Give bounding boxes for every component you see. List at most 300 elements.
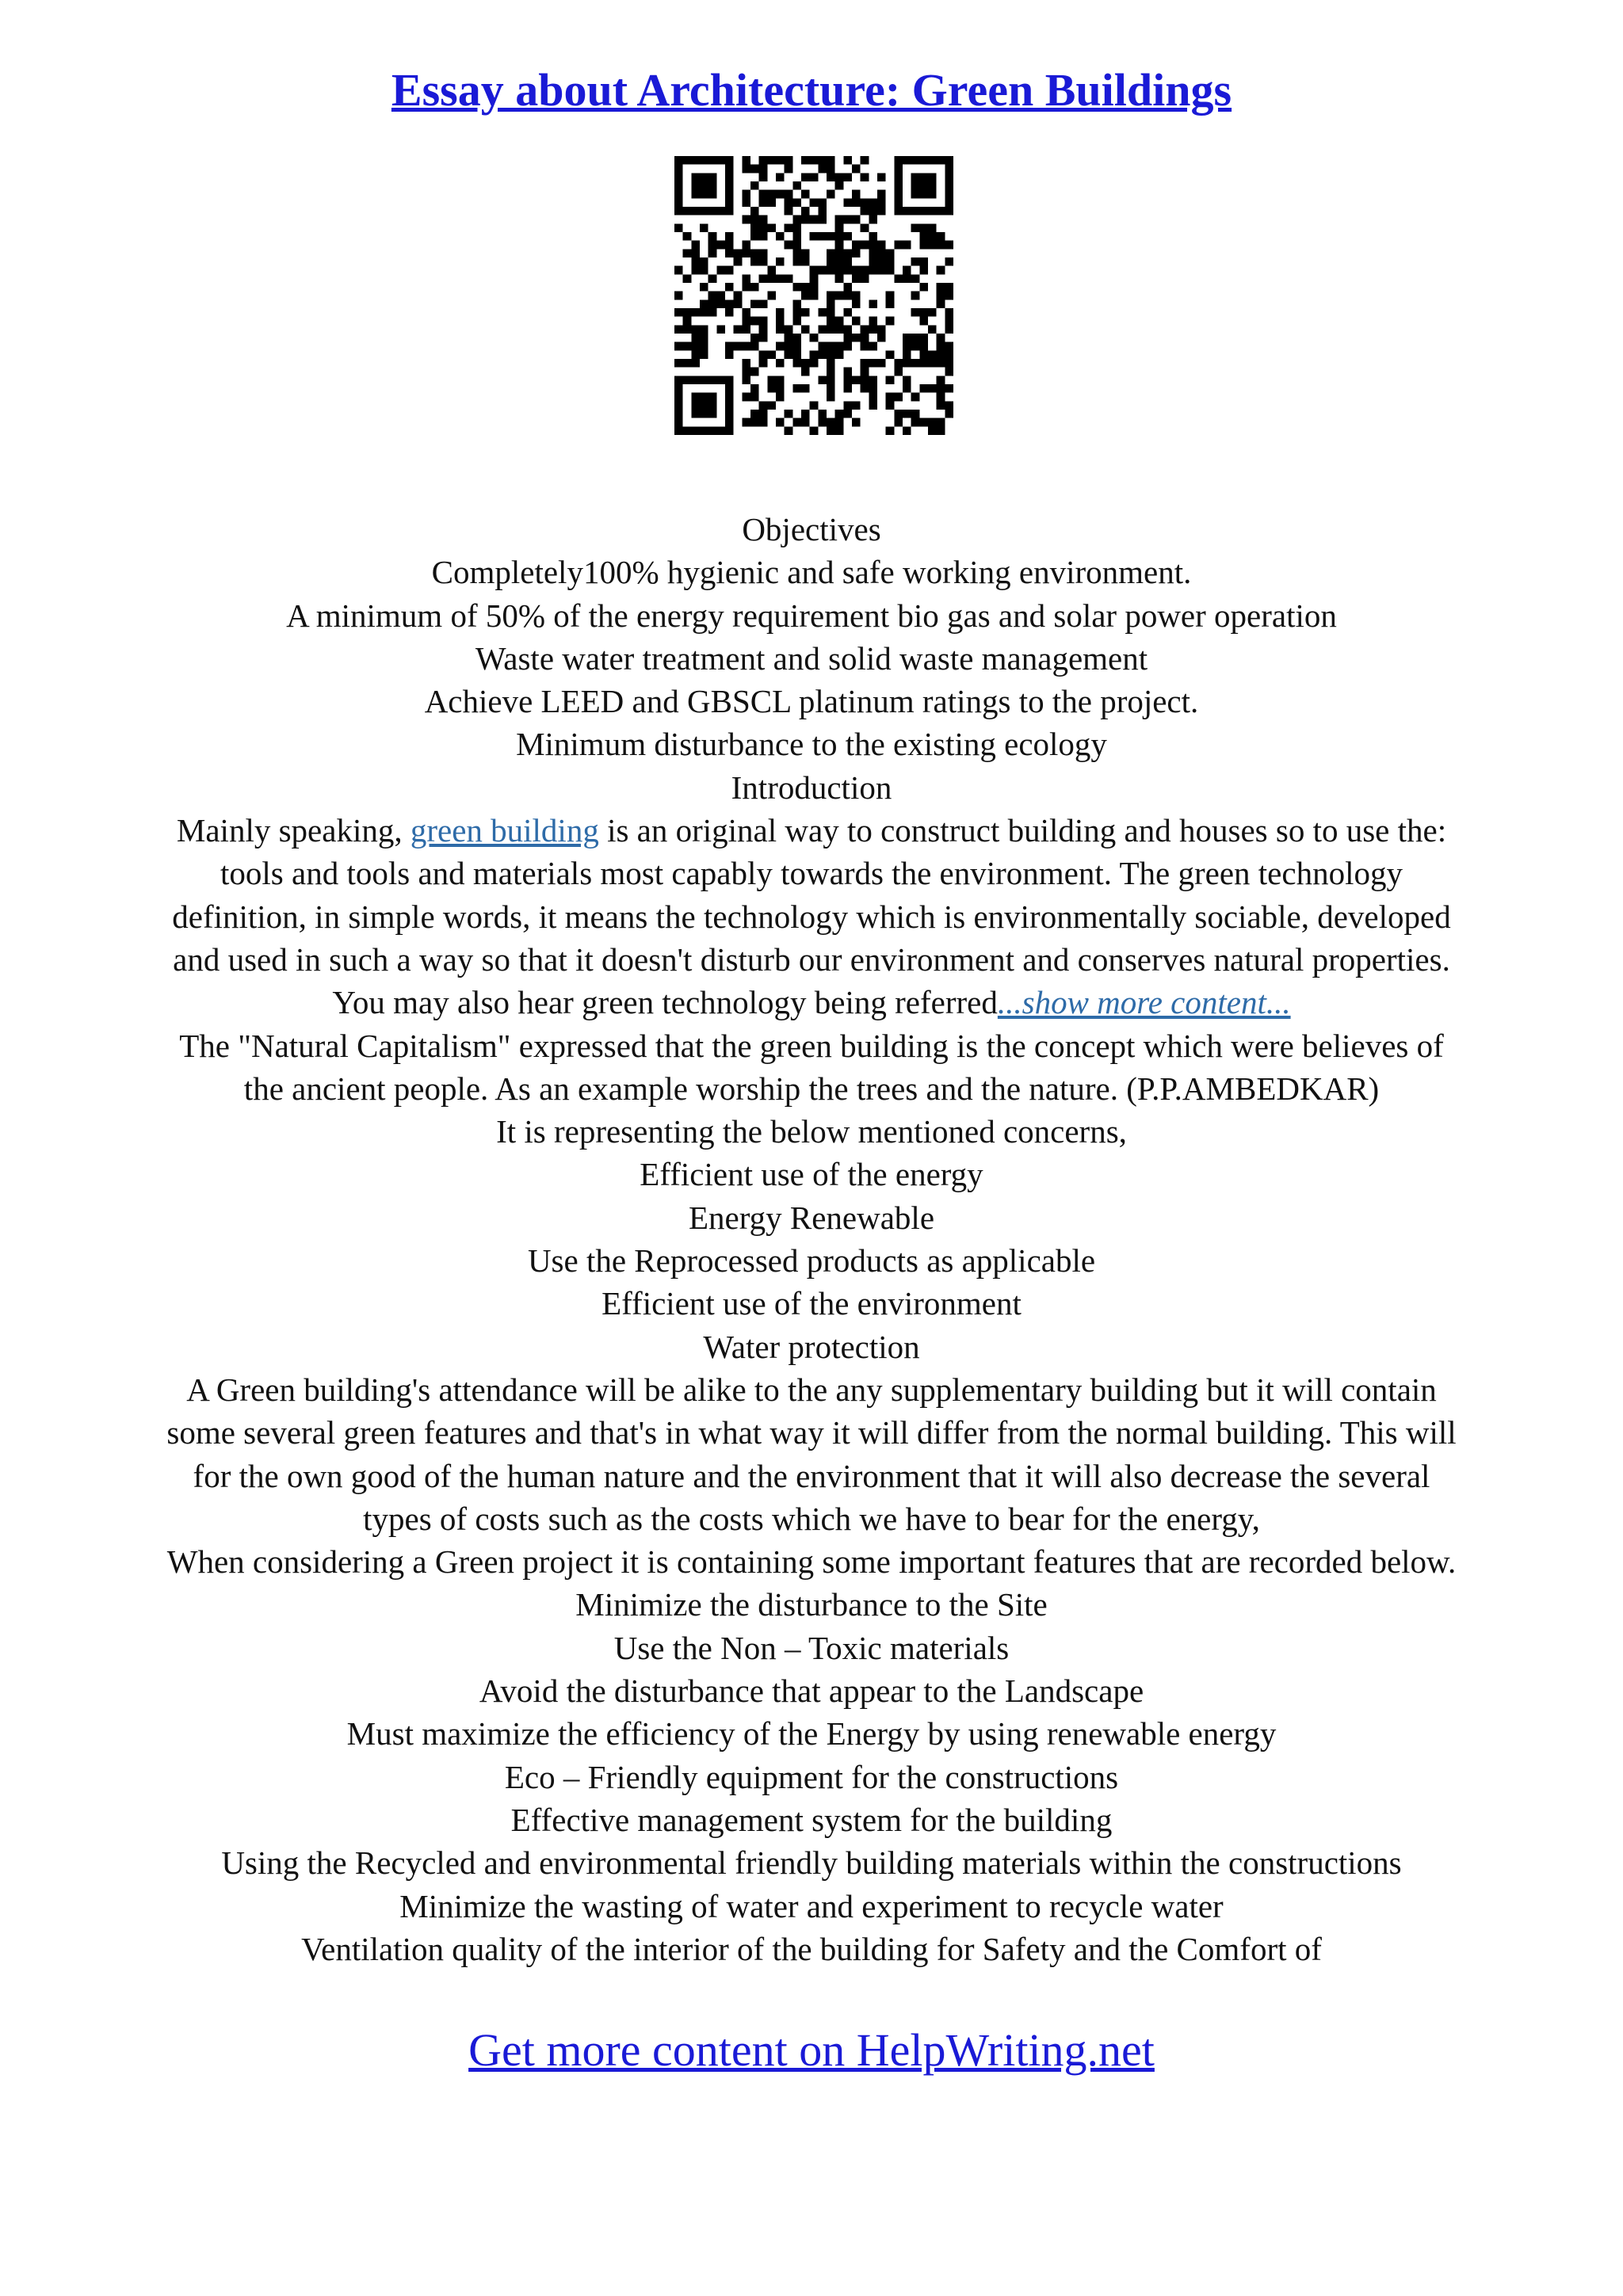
qr-module [674, 384, 683, 393]
qr-module [945, 165, 953, 174]
qr-module [911, 308, 920, 317]
qr-module [759, 325, 768, 334]
qr-module [742, 393, 750, 402]
qr-module [700, 393, 708, 402]
qr-module [725, 283, 734, 292]
qr-module [869, 384, 877, 393]
qr-module [785, 190, 793, 199]
qr-module [725, 266, 734, 275]
qr-module [785, 274, 793, 283]
qr-module [792, 359, 801, 368]
page-title-link[interactable]: Essay about Architecture: Green Buildings [391, 64, 1232, 116]
qr-module [928, 426, 937, 435]
qr-module [911, 257, 920, 266]
qr-module [835, 350, 844, 359]
concern-item: Energy Renewable [688, 1199, 935, 1236]
qr-module [894, 181, 903, 190]
qr-module [852, 292, 861, 300]
qr-module [945, 368, 953, 376]
qr-module [759, 173, 768, 181]
qr-module [708, 249, 717, 257]
qr-module [742, 376, 750, 384]
qr-module [894, 198, 903, 207]
qr-module [911, 274, 920, 283]
qr-module [886, 317, 895, 326]
paragraph-line: and used in such a way so that it doesn't disturb our environment and conserves natural properties. [173, 940, 1450, 978]
qr-module [869, 207, 877, 215]
qr-module [919, 207, 928, 215]
qr-module [734, 292, 743, 300]
qr-module [852, 334, 861, 342]
qr-module [869, 232, 877, 241]
qr-module [683, 426, 692, 435]
concern-item: Use the Reprocessed products as applicable [527, 1242, 1096, 1280]
qr-module [903, 207, 911, 215]
qr-module [945, 384, 953, 393]
qr-module [792, 418, 801, 427]
concern-item: Water protection [703, 1328, 920, 1365]
qr-module [911, 342, 920, 351]
qr-module [886, 299, 895, 308]
qr-module [827, 426, 835, 435]
qr-module [843, 249, 852, 257]
qr-module [877, 241, 886, 250]
qr-module [945, 257, 953, 266]
qr-module [903, 266, 911, 275]
qr-module [683, 274, 692, 283]
qr-module [700, 426, 708, 435]
qr-module [759, 317, 768, 326]
qr-module [674, 401, 683, 410]
qr-module [928, 181, 937, 190]
qr-module [937, 342, 945, 351]
qr-module [767, 376, 776, 384]
qr-module [827, 342, 835, 351]
qr-module [691, 207, 700, 215]
qr-module [742, 418, 750, 427]
qr-module [827, 232, 835, 241]
qr-module [776, 384, 785, 393]
qr-module [869, 359, 877, 368]
qr-module [742, 368, 750, 376]
qr-module [759, 274, 768, 283]
qr-module [928, 359, 937, 368]
qr-module [801, 257, 810, 266]
qr-module [894, 410, 903, 418]
qr-module [810, 215, 819, 224]
qr-module [691, 410, 700, 418]
qr-module [750, 165, 759, 174]
qr-module [674, 418, 683, 427]
qr-module [843, 173, 852, 181]
qr-module [750, 257, 759, 266]
qr-module [674, 410, 683, 418]
qr-module [792, 181, 801, 190]
qr-module [827, 317, 835, 326]
qr-module [708, 207, 717, 215]
qr-module [750, 207, 759, 215]
qr-module [894, 359, 903, 368]
qr-module [945, 207, 953, 215]
qr-module [937, 156, 945, 165]
qr-module [827, 359, 835, 368]
qr-module [945, 308, 953, 317]
qr-module [785, 207, 793, 215]
qr-module [945, 325, 953, 334]
qr-module [903, 342, 911, 351]
qr-module [903, 376, 911, 384]
qr-module [843, 283, 852, 292]
qr-module [700, 181, 708, 190]
qr-module [776, 257, 785, 266]
qr-module [785, 410, 793, 418]
qr-module [911, 410, 920, 418]
qr-module [801, 384, 810, 393]
qr-module [742, 308, 750, 317]
qr-module [725, 350, 734, 359]
qr-module [750, 223, 759, 232]
qr-module [861, 156, 869, 165]
qr-module [700, 376, 708, 384]
qr-module [674, 393, 683, 402]
qr-module [708, 156, 717, 165]
qr-module [708, 274, 717, 283]
qr-module [869, 317, 877, 326]
qr-module [683, 342, 692, 351]
qr-module [716, 325, 725, 334]
qr-module [674, 165, 683, 174]
text-segment: is an original way to construct building and houses so to use the: [598, 812, 1447, 849]
qr-module [894, 156, 903, 165]
qr-module [759, 223, 768, 232]
qr-module [708, 190, 717, 199]
qr-module [852, 401, 861, 410]
qr-module [759, 334, 768, 342]
qr-module [911, 292, 920, 300]
qr-module [886, 292, 895, 300]
qr-module [750, 418, 759, 427]
qr-module [835, 249, 844, 257]
qr-module [903, 384, 911, 393]
qr-module [734, 257, 743, 266]
qr-module [937, 207, 945, 215]
qr-module [801, 173, 810, 181]
qr-module [903, 334, 911, 342]
qr-module [903, 156, 911, 165]
qr-module [835, 173, 844, 181]
paragraph-line: It is representing the below mentioned concerns, [496, 1113, 1127, 1150]
qr-module [776, 308, 785, 317]
qr-module [691, 156, 700, 165]
qr-module [708, 299, 717, 308]
qr-module [708, 173, 717, 181]
qr-module [861, 173, 869, 181]
qr-module [792, 334, 801, 342]
qr-module [928, 156, 937, 165]
feature-item: Ventilation quality of the interior of the building for Safety and the Comfort of [301, 1930, 1322, 1967]
qr-module [911, 223, 920, 232]
qr-module [716, 156, 725, 165]
qr-module [674, 308, 683, 317]
qr-module [818, 350, 827, 359]
qr-module [827, 418, 835, 427]
qr-module [869, 198, 877, 207]
qr-module [843, 292, 852, 300]
qr-module [928, 384, 937, 393]
qr-module [683, 207, 692, 215]
heading-objectives: Objectives [742, 511, 881, 547]
text-segment: Mainly speaking, [176, 812, 411, 849]
qr-module [911, 207, 920, 215]
paragraph-line: The "Natural Capitalism" expressed that the green building is the concept which were believes of [179, 1027, 1444, 1064]
objective-item: Completely100% hygienic and safe working environment. [431, 554, 1192, 591]
qr-module [911, 393, 920, 402]
qr-module [792, 241, 801, 250]
feature-item: Use the Non – Toxic materials [613, 1629, 1010, 1666]
qr-module [767, 190, 776, 199]
qr-module [869, 393, 877, 402]
paragraph-line [48, 809, 1575, 852]
qr-module [767, 223, 776, 232]
qr-module [708, 241, 717, 250]
qr-module [861, 359, 869, 368]
qr-module [708, 181, 717, 190]
qr-module [945, 317, 953, 326]
qr-module [810, 292, 819, 300]
qr-module [877, 257, 886, 266]
qr-module [785, 334, 793, 342]
qr-module [894, 241, 903, 250]
qr-module [928, 350, 937, 359]
qr-module [852, 317, 861, 326]
qr-module [928, 223, 937, 232]
qr-module [827, 257, 835, 266]
qr-module [852, 190, 861, 199]
qr-module [708, 308, 717, 317]
qr-module [818, 215, 827, 224]
qr-module [725, 156, 734, 165]
qr-module [759, 410, 768, 418]
qr-module [818, 266, 827, 275]
qr-module [691, 257, 700, 266]
qr-module [843, 410, 852, 418]
qr-module [759, 401, 768, 410]
qr-module [827, 156, 835, 165]
qr-module [843, 384, 852, 393]
qr-module [716, 241, 725, 250]
qr-module [725, 393, 734, 402]
qr-module [886, 257, 895, 266]
objective-item: Waste water treatment and solid waste management [475, 639, 1148, 677]
qr-module [801, 215, 810, 224]
qr-module [691, 359, 700, 368]
qr-module [843, 325, 852, 334]
qr-module [835, 241, 844, 250]
qr-code-icon [674, 156, 953, 435]
qr-module [843, 156, 852, 165]
qr-module [894, 207, 903, 215]
qr-module [869, 299, 877, 308]
qr-module [945, 410, 953, 418]
qr-module [767, 266, 776, 275]
qr-module [886, 393, 895, 402]
qr-module [759, 215, 768, 224]
paragraph-line: some several green features and that's in what way it will differ from the normal building. This will [166, 1414, 1457, 1451]
qr-module [776, 418, 785, 427]
concern-item: Efficient use of the environment [601, 1285, 1022, 1322]
qr-module [785, 198, 793, 207]
qr-module [742, 317, 750, 326]
qr-module [852, 215, 861, 224]
feature-item: Must maximize the efficiency of the Energy by using renewable energy [346, 1715, 1277, 1753]
qr-module [810, 359, 819, 368]
qr-module [894, 393, 903, 402]
qr-module [945, 401, 953, 410]
qr-module [750, 232, 759, 241]
qr-module [818, 232, 827, 241]
qr-module [869, 266, 877, 275]
qr-module [818, 376, 827, 384]
qr-module [700, 173, 708, 181]
qr-module [700, 308, 708, 317]
qr-module [835, 342, 844, 351]
qr-module [725, 410, 734, 418]
qr-module [674, 190, 683, 199]
qr-module [911, 181, 920, 190]
qr-module [801, 359, 810, 368]
qr-module [750, 334, 759, 342]
qr-module [691, 342, 700, 351]
qr-module [683, 359, 692, 368]
qr-module [869, 376, 877, 384]
qr-module [894, 190, 903, 199]
qr-module [776, 190, 785, 199]
qr-module [759, 350, 768, 359]
qr-module [835, 426, 844, 435]
qr-module [725, 418, 734, 427]
qr-module [852, 376, 861, 384]
qr-module [861, 325, 869, 334]
qr-module [776, 376, 785, 384]
feature-item: Minimize the wasting of water and experiment to recycle water [399, 1887, 1224, 1924]
qr-module [776, 274, 785, 283]
qr-module [742, 274, 750, 283]
qr-module [708, 393, 717, 402]
qr-module [700, 334, 708, 342]
qr-module [937, 359, 945, 368]
qr-module [725, 401, 734, 410]
qr-module [674, 173, 683, 181]
qr-module [785, 342, 793, 351]
qr-module [928, 173, 937, 181]
qr-module [750, 215, 759, 224]
qr-module [827, 173, 835, 181]
qr-module [716, 266, 725, 275]
qr-module [725, 426, 734, 435]
qr-module [674, 223, 683, 232]
qr-module [861, 376, 869, 384]
qr-module [869, 342, 877, 351]
qr-module [861, 241, 869, 250]
qr-module [767, 384, 776, 393]
qr-module [911, 173, 920, 181]
qr-module [759, 299, 768, 308]
qr-module [725, 384, 734, 393]
qr-module [818, 165, 827, 174]
qr-module [750, 410, 759, 418]
qr-module [945, 342, 953, 351]
show-more-link[interactable]: ...show more content... [997, 984, 1291, 1021]
qr-module [691, 249, 700, 257]
qr-module [801, 418, 810, 427]
qr-module [792, 299, 801, 308]
qr-module [674, 325, 683, 334]
qr-module [945, 190, 953, 199]
qr-module [734, 299, 743, 308]
qr-module [767, 156, 776, 165]
qr-module [674, 426, 683, 435]
qr-module [827, 350, 835, 359]
qr-module [919, 173, 928, 181]
qr-module [937, 241, 945, 250]
qr-module [827, 308, 835, 317]
qr-module [945, 173, 953, 181]
qr-module [919, 418, 928, 427]
qr-module [725, 299, 734, 308]
qr-module [742, 325, 750, 334]
qr-module [785, 165, 793, 174]
qr-module [919, 384, 928, 393]
qr-module [843, 401, 852, 410]
qr-module [785, 241, 793, 250]
qr-module [945, 156, 953, 165]
qr-module [725, 249, 734, 257]
qr-module [725, 232, 734, 241]
qr-module [843, 376, 852, 384]
qr-module [691, 181, 700, 190]
qr-module [894, 165, 903, 174]
qr-module [759, 156, 768, 165]
qr-module [810, 401, 819, 410]
qr-module [919, 181, 928, 190]
qr-module [674, 266, 683, 275]
qr-module [776, 156, 785, 165]
qr-module [792, 257, 801, 266]
green-building-link[interactable]: green building [410, 812, 599, 849]
qr-module [691, 266, 700, 275]
feature-item: Avoid the disturbance that appear to the Landscape [479, 1672, 1144, 1710]
qr-module [937, 376, 945, 384]
qr-module [725, 308, 734, 317]
qr-module [911, 156, 920, 165]
qr-module [937, 266, 945, 275]
qr-module [835, 274, 844, 283]
qr-module [852, 241, 861, 250]
qr-module [937, 401, 945, 410]
qr-module [792, 342, 801, 351]
qr-module [725, 165, 734, 174]
qr-module [767, 350, 776, 359]
qr-module [852, 418, 861, 427]
qr-module [928, 325, 937, 334]
qr-module [852, 249, 861, 257]
qr-module [877, 359, 886, 368]
qr-module [700, 283, 708, 292]
get-more-content-link[interactable]: Get more content on HelpWriting.net [468, 2024, 1155, 2076]
qr-module [708, 376, 717, 384]
qr-module [827, 190, 835, 199]
qr-module [742, 359, 750, 368]
